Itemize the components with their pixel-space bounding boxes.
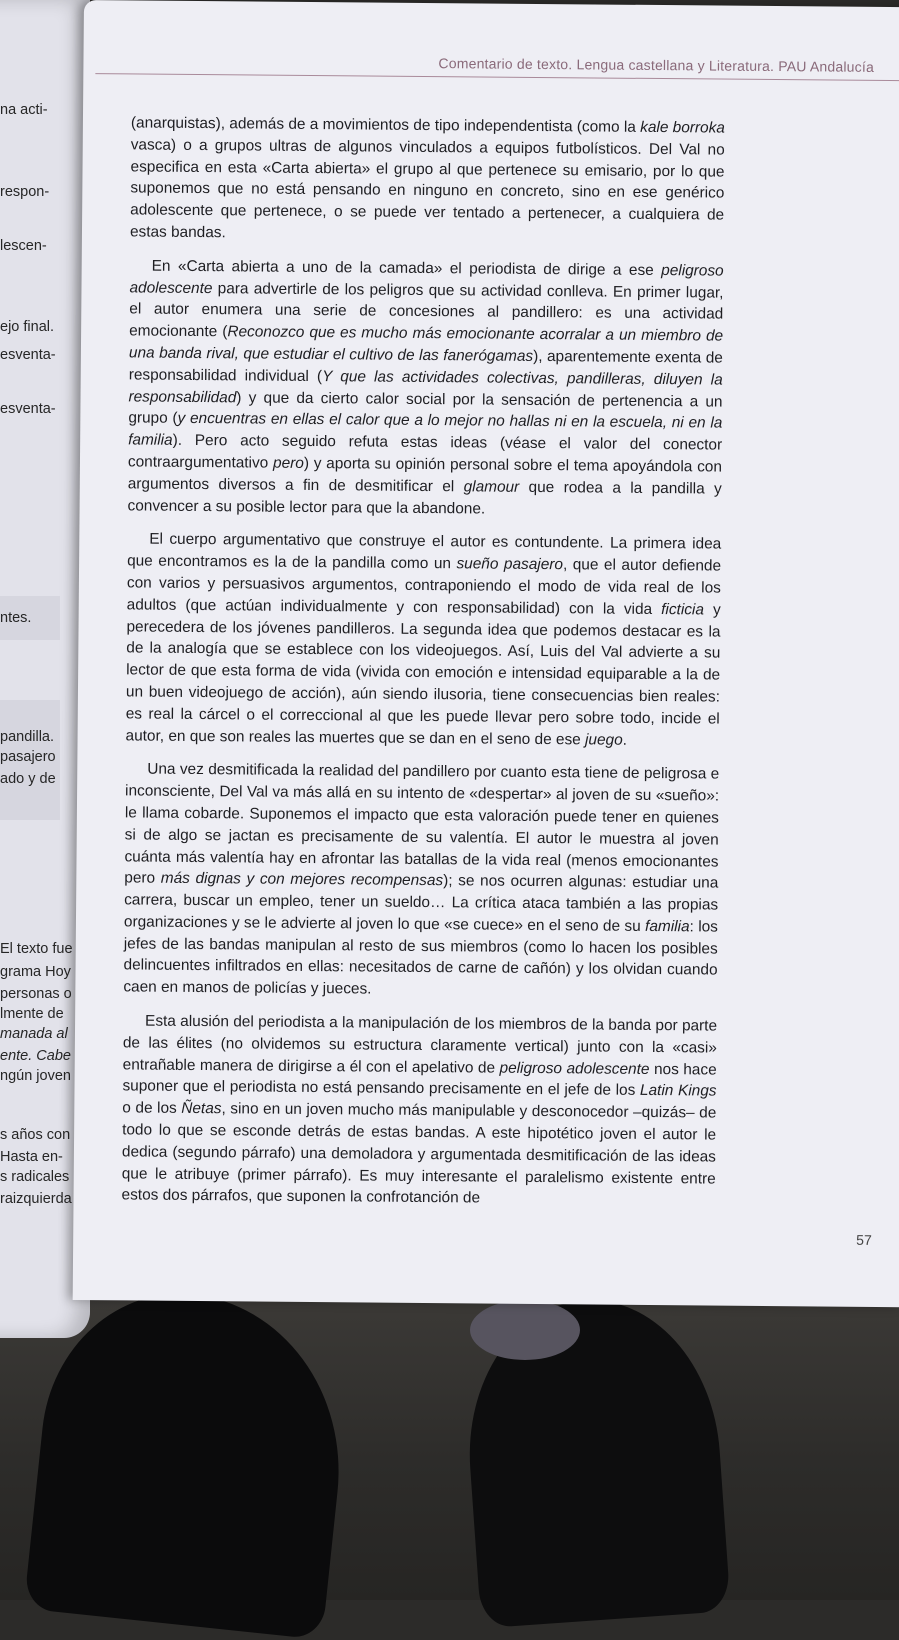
text-run: o de los (122, 1099, 182, 1118)
italic-run: Reconozco que es mucho más emocionante acorralar a un miembro de una banda rival, que estudiar el cultivo de las fanerógamas (128, 323, 724, 365)
text-run: para advertirle de los peligros que su actividad conlleva. En primer lugar, el autor enumera una serie de concesiones al pandillero: es una actividad emocionante ( (129, 279, 724, 341)
left-page-text-fragment: pasajero (0, 749, 56, 765)
text-run: vasca) o a grupos ultras de algunos vinculados a equipos futbolísticos. Del Val no especifica en esta «Carta abierta» el grupo al que pertenece su emisario, por lo que suponemos que no está pensando en ninguno en concreto, sino en ese genérico adolescente que pertenece, o se puede ver tentado a pertenecer, a cualquiera de estas bandas. (129, 136, 725, 242)
text-run: Una vez desmitificada la realidad del pandillero por cuanto esta tiene de peligrosa e inconsciente, Del Val va más allá en su intento de «despertar» al joven de su «sueño»: le llama cobarde. Suponemos el impacto que esta valoración puede tener en quienes si de algo se jactan es precisamente de su valentía. El autor le muestra al joven cuánta más valentía hay en afrontar las batallas de la vida real (menos emocionantes pero (124, 760, 720, 888)
body-paragraph (127, 255, 723, 522)
text-run: que rodea a la pandilla y convencer a su posible lector para que la abandone. (127, 478, 722, 518)
page-number: 57 (856, 1231, 872, 1248)
left-page-text-fragment: respon- (0, 184, 50, 200)
left-page-text-fragment: na acti- (0, 102, 48, 118)
italic-run: kale borroka (640, 118, 725, 137)
italic-run: peligroso adolescente (129, 261, 724, 297)
body-text (121, 112, 725, 1223)
italic-run: y encuentras en ellas el calor que a lo mejor no hallas ni en la escuela, ni en la familia (128, 410, 723, 449)
left-page-text-fragment: s años con (0, 1127, 71, 1143)
italic-run: juego (584, 730, 623, 749)
left-page-text-fragment: ntes. (0, 610, 32, 626)
left-page-text-fragment: esventa- (0, 401, 56, 417)
left-page-text-fragment: ejo final. (0, 319, 55, 335)
left-page-text-fragment: ngún joven (0, 1068, 71, 1084)
body-paragraph (121, 1010, 717, 1211)
text-run: (anarquistas), además de a movimientos de tipo independentista (como la (130, 114, 641, 136)
text-run: , sino en un joven mucho más manipulable y desconocedor –quizás– de todo lo que se esconde detrás de estas bandas. A este hipotético joven el autor le dedica (segundo párrafo) una demoladora y argumentada desmitificación de las ideas que le atribuye (primer párrafo). Es muy interesante el paralelismo existente entre estos dos párrafos, que suponen la confrotanción de (121, 1100, 717, 1207)
left-page-text-fragment: ente. Cabe (0, 1048, 71, 1064)
left-page-text-fragment: pandilla. (0, 729, 55, 745)
italic-run: pero (272, 454, 304, 472)
left-page-text-fragment: ado y de (0, 771, 56, 787)
italic-run: familia (645, 917, 690, 936)
italic-run: peligroso adolescente (499, 1059, 650, 1078)
text-run: El cuerpo argumentativo que construye el autor es contundente. La primera idea que encontramos es la de la pandilla como un (127, 530, 722, 573)
left-page-text-fragment: Hasta en- (0, 1149, 63, 1165)
text-run: ), aparentemente exenta de responsabilidad individual ( (128, 347, 723, 385)
text-run: ) y que da cierto calor social por la sensación de pertenencia a un grupo ( (128, 388, 723, 428)
body-paragraph (130, 112, 725, 248)
text-run: ) y aporta su opinión personal sobre el tema apoyándola con argumentos diversos a fin de desmitificar el (127, 454, 723, 496)
running-head: Comentario de texto. Lengua castellana y Literatura. PAU Andalucía (438, 55, 875, 75)
italic-run: Y que las actividades colectivas, pandilleras, diluyen la responsabilidad (128, 367, 723, 406)
left-page-text-fragment: personas o (0, 986, 72, 1002)
text-run: y perecedera de los jóvenes pandilleros. La segunda idea que podemos destacar es la de la analogía que se establece con los videojuegos. Así, Luis del Val advierte a su lector de que esta forma de vida (vivida con emoción e intensidad equiparable a la de un buen videojuego de acción), aún siendo ilusoria, tiene consecuencias bien reales: es real la cárcel o el correccional al que les puede llevar pero sobre todo, incide el autor, en que son reales las muertes que se dan en el seno de ese (125, 601, 721, 748)
text-run: Esta alusión del periodista a la manipulación de los miembros de la banda por parte de las élites (no olvidemos su estructura claramente vertical) junto con la «casi» entrañable manera de dirigirse a él con el apelativo de (122, 1012, 718, 1077)
text-run: : los jefes de las bandas manipulan al resto de sus miembros (como lo hacen los posibles delincuentes infiltrados en ellas: necesitados de carne de cañón) y los olvidan cuando caen en manos de policías y jueces. (123, 918, 718, 998)
left-page-text-fragment: El texto fue (0, 941, 73, 957)
text-run: nos hace suponer que el periodista no está pensando precisamente en el jefe de los (122, 1060, 717, 1100)
italic-run: Latin Kings (639, 1082, 717, 1101)
text-run: . (622, 731, 628, 749)
body-paragraph (123, 759, 719, 1004)
text-run: En «Carta abierta a uno de la camada» el periodista de dirige a ese (151, 257, 662, 279)
text-run: ). Pero acto seguido refuta estas ideas (véase el valor del conector contraargumentativo (127, 431, 723, 472)
text-run: , que el autor defiende con varios y persuasivos argumentos, contraponiendo el modo de vida real de los adultos (que actúan individualmente y con responsabilidad) con la vida (126, 556, 722, 618)
italic-run: glamour (463, 478, 520, 496)
left-page-text-fragment: manada al (0, 1026, 68, 1042)
left-page-text-fragment: s radicales (0, 1169, 70, 1185)
text-run: ); se nos ocurren algunas: estudiar una carrera, buscar un empleo, tener un sueldo… La crítica ataca también a las propias organizaciones y se le advierte al joven lo que «se cuece» en el seno de su (123, 872, 719, 935)
body-paragraph (125, 529, 721, 752)
italic-run: ficticia (661, 600, 705, 619)
italic-run: más dignas y con mejores recompensas (160, 870, 444, 890)
italic-run: sueño pasajero (456, 555, 564, 574)
right-page (73, 0, 899, 1307)
sock (470, 1300, 580, 1360)
header-rule (95, 73, 899, 81)
left-page-text-fragment: esventa- (0, 347, 56, 363)
left-page-text-fragment: grama Hoy (0, 964, 71, 980)
left-page-text-fragment: raizquierda (0, 1191, 72, 1207)
left-page-text-fragment: lmente de (0, 1006, 64, 1022)
italic-run: Ñetas (181, 1100, 222, 1118)
left-page-text-fragment: lescen- (0, 238, 47, 254)
